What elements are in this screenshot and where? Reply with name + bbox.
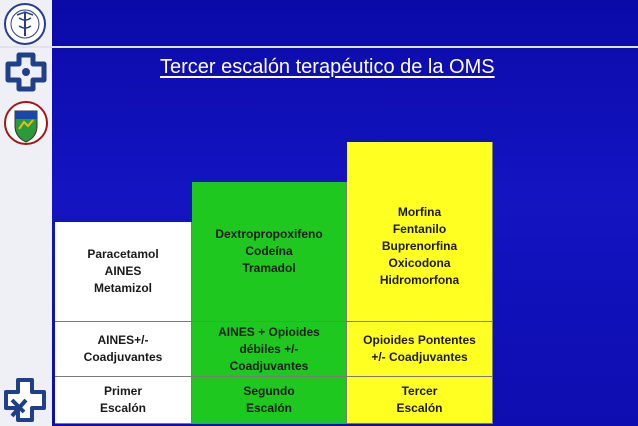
header-divider bbox=[0, 46, 638, 48]
step3-drugs-cell: Morfina Fentanilo Buprenorfina Oxicodona Hidromorfona bbox=[347, 142, 493, 322]
step1-drugs-cell: Paracetamol AINES Metamizol bbox=[55, 222, 192, 322]
step2-drugs-cell: Dextropropoxifeno Codeína Tramadol bbox=[192, 182, 347, 322]
slide-title: Tercer escalón terapéutico de la OMS bbox=[160, 56, 495, 78]
step3-adjuvants-cell: Opioides Pontentes +/- Coadjuvantes bbox=[347, 322, 493, 377]
caduceus-seal-icon bbox=[3, 2, 47, 46]
step2-adjuvants-cell: AINES + Opioides débiles +/- Coadjuvantes bbox=[192, 322, 347, 377]
medical-cross-icon bbox=[4, 52, 48, 92]
health-cross-icon bbox=[2, 376, 48, 424]
step1-label-cell: Primer Escalón bbox=[55, 377, 192, 424]
step2-label-cell: Segundo Escalón bbox=[192, 377, 347, 424]
step1-adjuvants-cell: AINES+/- Coadjuvantes bbox=[55, 322, 192, 377]
step3-label-cell: Tercer Escalón bbox=[347, 377, 493, 424]
university-shield-icon bbox=[4, 98, 48, 148]
